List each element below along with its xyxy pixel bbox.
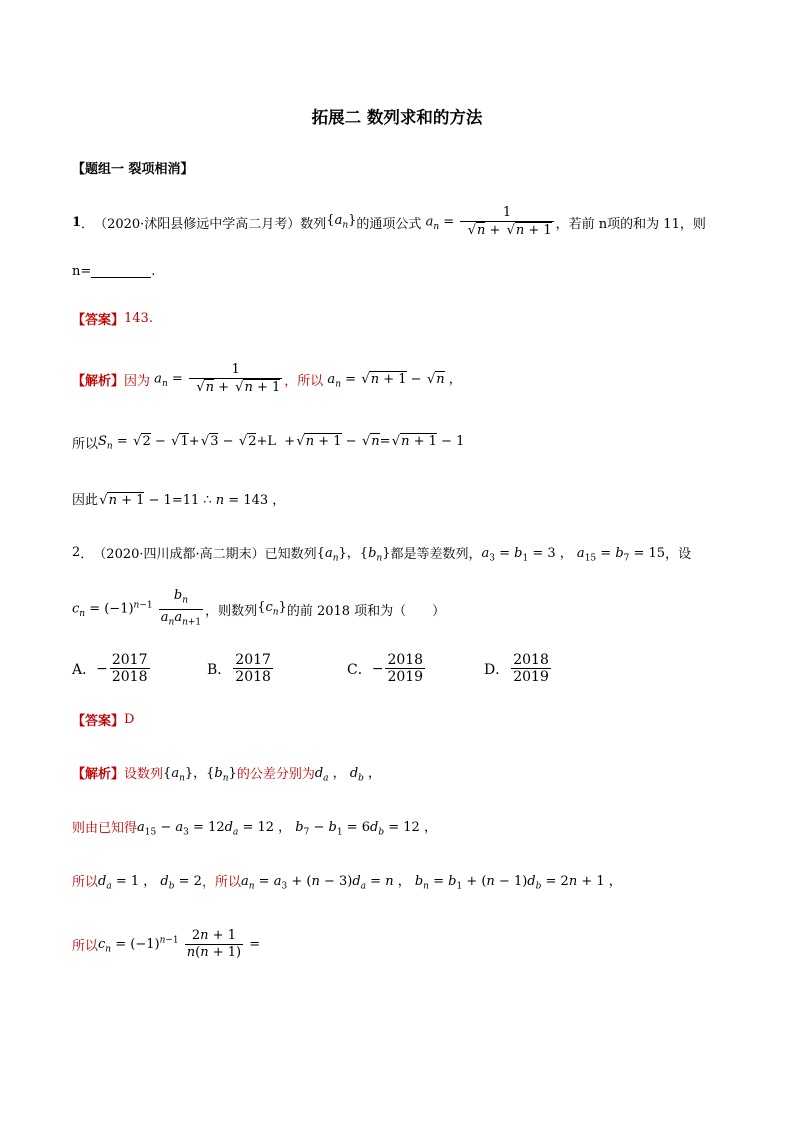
q2-analysis-line1 [72, 762, 381, 784]
q1-therefore-prefix: 因此 [72, 493, 99, 508]
q2-analysis-line3 [72, 870, 622, 892]
option-letter: A． [72, 661, 97, 678]
q2-source: （2020·四川成都·高二期末） [93, 547, 265, 563]
q2-eq1: $a_{15} - a_3 = 12d_a = 12$ ， $b_7 - b_1 = 6d_b = 12$ ， [137, 820, 437, 838]
q2-text-b: 都是等差数列， [390, 547, 482, 563]
q1-answer-line [72, 309, 153, 328]
q2-text-a: 已知数列 [264, 547, 317, 563]
q1-formula: $a_n$ = 1 √ n + √ n + 1 [421, 205, 555, 239]
q2-eq3: $a_n = a_3 + (n - 3)d_a = n$ ， $b_n = b_1 + (n - 1)d_b = 2n + 1$ ， [240, 874, 622, 892]
q2-line3-a: 所以 [72, 875, 99, 891]
q2-option-b[interactable] [207, 652, 347, 685]
q2-line2-a: 则由已知得 [72, 821, 138, 837]
q1-analysis-formula2: $a_n$ = √ n + 1 − √ n ， [323, 368, 461, 390]
option-num: 2017 [111, 652, 148, 668]
option-letter: D． [484, 661, 510, 678]
q2-answer-label: 【答案】 [72, 714, 125, 729]
q1-analysis-formula1: $a_n$ = 1 √ n + √ n + 1 [150, 362, 284, 396]
option-den: 2018 [111, 669, 148, 685]
q2-analysis-line2 [72, 816, 437, 838]
option-sign: − [371, 660, 384, 677]
q1-text-c: ，若前 n项的和为 11，则 [555, 216, 706, 232]
q2-number: 2 [72, 545, 81, 561]
q2-eq4: $c_n = (-1)^{n-1}$ $\frac{2n + 1}{n(n + 1)}$ = [98, 928, 261, 960]
q2-seqs-2: $\{a_n\}$，$\{b_n\}$ [163, 766, 237, 784]
q2-analysis-line4 [72, 928, 260, 961]
q1-line: 1 ． （2020·沭阳县修远中学高二月考） 数列 $\{a_n\}$ 的通项公式 $a_n$ = 1 √ n + √ n + 1 ，若前 n项的和为 11，则 [72, 205, 706, 239]
option-den: 2019 [387, 669, 424, 685]
option-sign: − [96, 660, 108, 677]
q1-seq-an: $\{a_n\}$ [326, 213, 357, 231]
q2-line3-b: ，所以 [201, 875, 241, 891]
q2-d-vars: $d_a$ ， $d_b$ ， [314, 766, 382, 784]
q2-eq2: $d_a = 1$ ， $d_b = 2$ [98, 874, 202, 892]
q2-cond: $a_3 = b_1 = 3$ ， $a_{15} = b_7 = 15$ [481, 546, 666, 564]
q1-sum-prefix: 所以 [72, 437, 99, 452]
option-num: 2017 [235, 652, 271, 668]
q1-text-b: 的通项公式 [356, 216, 422, 232]
q1-source: （2020·沭阳县修远中学高二月考） [94, 216, 301, 232]
q2-seq-cn: $\{c_n\}$ [257, 600, 287, 618]
option-den: 2019 [513, 669, 549, 685]
q2-options [72, 652, 553, 685]
q1-answer: 143. [124, 311, 153, 326]
q1-sum-line [72, 433, 464, 452]
page-title: 拓展二 数列求和的方法 [311, 108, 483, 127]
q1-analysis-label: 【解析】 [72, 373, 125, 389]
option-letter: B． [207, 661, 232, 678]
q2-line4-a: 所以 [72, 939, 99, 954]
section-heading: 【题组一 裂项相消】 [72, 162, 194, 177]
option-num: 2018 [387, 652, 424, 668]
q2-cn-formula: $c_n = (-1)^{n-1}$ $\frac{b_n}{a_na_{n+1}}$ [72, 588, 205, 630]
q2-text-c: ，设 [665, 547, 692, 563]
q1-text-a: 数列 [300, 216, 327, 232]
q2-line2 [72, 588, 445, 630]
q1-analysis-line [72, 362, 462, 396]
q2-option-c[interactable] [347, 652, 484, 685]
q2-answer-line [72, 710, 134, 729]
q2-line1-b: 的公差分别为 [236, 767, 315, 783]
option-num: 2018 [513, 652, 549, 668]
q1-text-d: n= [72, 264, 92, 279]
q2-option-a[interactable] [72, 652, 207, 685]
q1-therefore-formula: √ n + 1 − 1=11 ∴ n = 143 ， [98, 489, 285, 508]
q1-blank [91, 265, 151, 278]
q1-number: 1 [72, 214, 82, 230]
q2-answer: D [124, 712, 135, 727]
q2-option-d[interactable] [484, 652, 553, 685]
q1-sum-formula: $S_n$ = √ 2 − √ 1+ √ 3 − √ 2+L + √ n + 1 − √ n= √ n + 1 − 1 [98, 433, 464, 452]
q1-therefore-line [72, 489, 285, 508]
q1-analysis-text2: ，所以 [284, 373, 324, 389]
q2-analysis-label: 【解析】 [72, 767, 125, 783]
q2-text-e: 的前 2018 项和为（ ） [286, 603, 446, 619]
q1-line2: n= . [72, 264, 156, 279]
q1-analysis-text1: 因为 [124, 373, 151, 389]
q2-line1-a: 设数列 [124, 767, 164, 783]
q1-answer-label: 【答案】 [72, 313, 125, 328]
q2-text-d: ，则数列 [205, 603, 258, 619]
option-den: 2018 [235, 669, 271, 685]
option-letter: C． [347, 661, 372, 678]
q2-seqs: $\{a_n\}$，$\{b_n\}$ [316, 546, 391, 564]
q2-line1: 2 ． （2020·四川成都·高二期末） 已知数列 $\{a_n\}$，$\{b_n\}$ 都是等差数列， $a_3 = b_1 = 3$ ， $a_{15} = b_7 = 15$ ，设 [72, 542, 691, 564]
